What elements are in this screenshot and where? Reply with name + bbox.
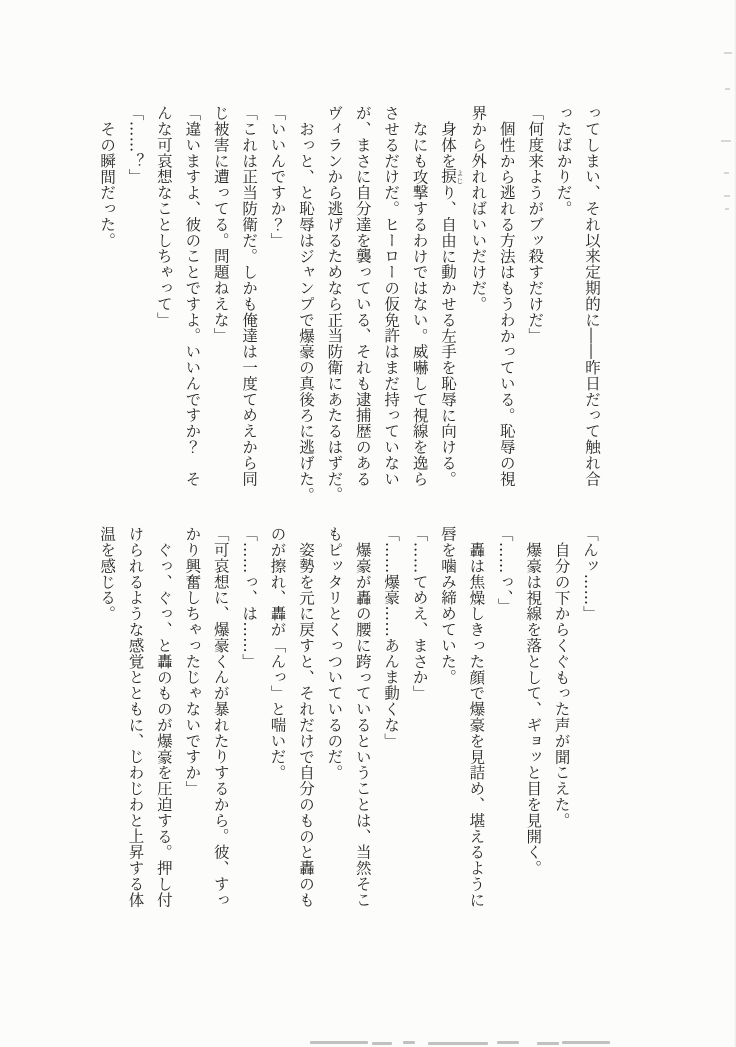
text-before-ruby: 身体を <box>438 120 457 169</box>
page-top-block <box>93 105 606 537</box>
vertical-text-line: ぐっ、ぐっ、と轟のものが爆豪を圧迫する。押し付 <box>154 541 173 908</box>
vertical-text-line: けられるような感覚とともに、じわじわと上昇する体 <box>126 526 145 908</box>
scan-artifact <box>724 172 729 174</box>
dialogue-line: 「……？」 <box>126 105 145 185</box>
vertical-text-line: 爆豪が轟の腰に跨っているということは、当然そこ <box>353 541 372 908</box>
ruby-base: 捩 <box>438 168 457 185</box>
scan-artifact <box>725 208 729 210</box>
dialogue-line: じ被害に遭ってる。問題ねえな」 <box>211 105 230 344</box>
vertical-text-line: が、まさに自分達を襲っている、それも逮捕歴のある <box>353 105 372 487</box>
vertical-text-line-with-ruby <box>434 105 464 537</box>
vertical-text-line: ってしまい、それ以来定期的に――昨日だって触れ合 <box>583 105 601 487</box>
page-bottom-shadow <box>310 1041 368 1044</box>
text-after-ruby: り、自由に動かせる左手を恥辱に向ける。 <box>438 184 457 487</box>
vertical-text-line: 轟は焦燥しきった顔で爆豪を見詰め、堪えるように <box>467 541 486 908</box>
page-bottom-shadow <box>428 1042 488 1045</box>
ruby-annotation <box>438 168 464 185</box>
dialogue-line: 「……てめえ、まさか」 <box>410 526 429 701</box>
vertical-text-line: なにも攻撃するわけではない。威嚇して視線を逸ら <box>410 120 429 487</box>
vertical-text-line: 個性から逃れる方法はもうわかっている。恥辱の視 <box>497 120 516 487</box>
dialogue-line: 「……っ、」 <box>495 526 514 614</box>
dialogue-line: 「これは正当防衛だ。しかも俺達は一度てめえから同 <box>240 105 259 487</box>
dialogue-line: かり興奮しちゃったじゃないですか」 <box>183 526 202 797</box>
page-bottom-shadow <box>562 1041 610 1044</box>
vertical-text-line: のが擦れ、轟が「んっ」と喘いだ。 <box>268 526 287 781</box>
page-bottom-shadow <box>403 1041 415 1044</box>
page-bottom-shadow <box>537 1042 559 1045</box>
scan-artifact <box>724 52 732 54</box>
vertical-text-line: ったばかりだ。 <box>554 105 573 217</box>
dialogue-line: 「何度来ようがブッ殺すだけだ」 <box>526 105 545 344</box>
scan-artifact <box>724 195 730 197</box>
page-bottom-block <box>93 526 604 946</box>
vertical-text-line: ヴィランから逃げるためなら正当防衛にあたるはずだ。 <box>325 105 344 503</box>
vertical-text-line: 姿勢を元に戻すと、それだけで自分のものと轟のも <box>296 541 315 908</box>
vertical-text-line: おっと、と恥辱はジャンプで爆豪の真後ろに逃げた。 <box>296 120 315 503</box>
scan-artifact <box>721 140 731 142</box>
vertical-text-line: 界から外れればいいだけだ。 <box>469 105 488 312</box>
vertical-text-line: その瞬間だった。 <box>98 120 117 248</box>
dialogue-line: 「……っ、は……」 <box>240 526 259 670</box>
dialogue-line: 「可哀想に、爆豪くんが暴れたりするから。彼、すっ <box>211 526 230 908</box>
dialogue-line: 「んッ……」 <box>581 526 599 622</box>
vertical-text-line: 温を感じる。 <box>98 526 117 622</box>
furigana: よじ <box>455 168 464 185</box>
vertical-text-line: もピッタリとくっついているのだ。 <box>325 526 344 781</box>
vertical-text-line: 唇を噛み締めていた。 <box>438 526 457 685</box>
dialogue-line: 「……爆豪……あんま動くな」 <box>382 526 401 749</box>
scan-artifact <box>725 88 730 90</box>
vertical-text-line: 爆豪は視線を落として、ギョッと目を見開く。 <box>524 541 543 876</box>
page-bottom-shadow <box>372 1042 392 1045</box>
dialogue-line: んな可哀想なことしちゃって」 <box>154 105 173 328</box>
dialogue-line: 「違いますよ、彼のことですよ。いいんですか？ そ <box>183 105 202 487</box>
page-bottom-shadow <box>497 1041 519 1044</box>
dialogue-line: 「いいんですか？」 <box>268 105 287 249</box>
vertical-text-line: させるだけだ。ヒーローの仮免許はまだ持っていない <box>382 105 401 487</box>
vertical-text-line: 自分の下からくぐもった声が聞こえた。 <box>552 541 571 828</box>
